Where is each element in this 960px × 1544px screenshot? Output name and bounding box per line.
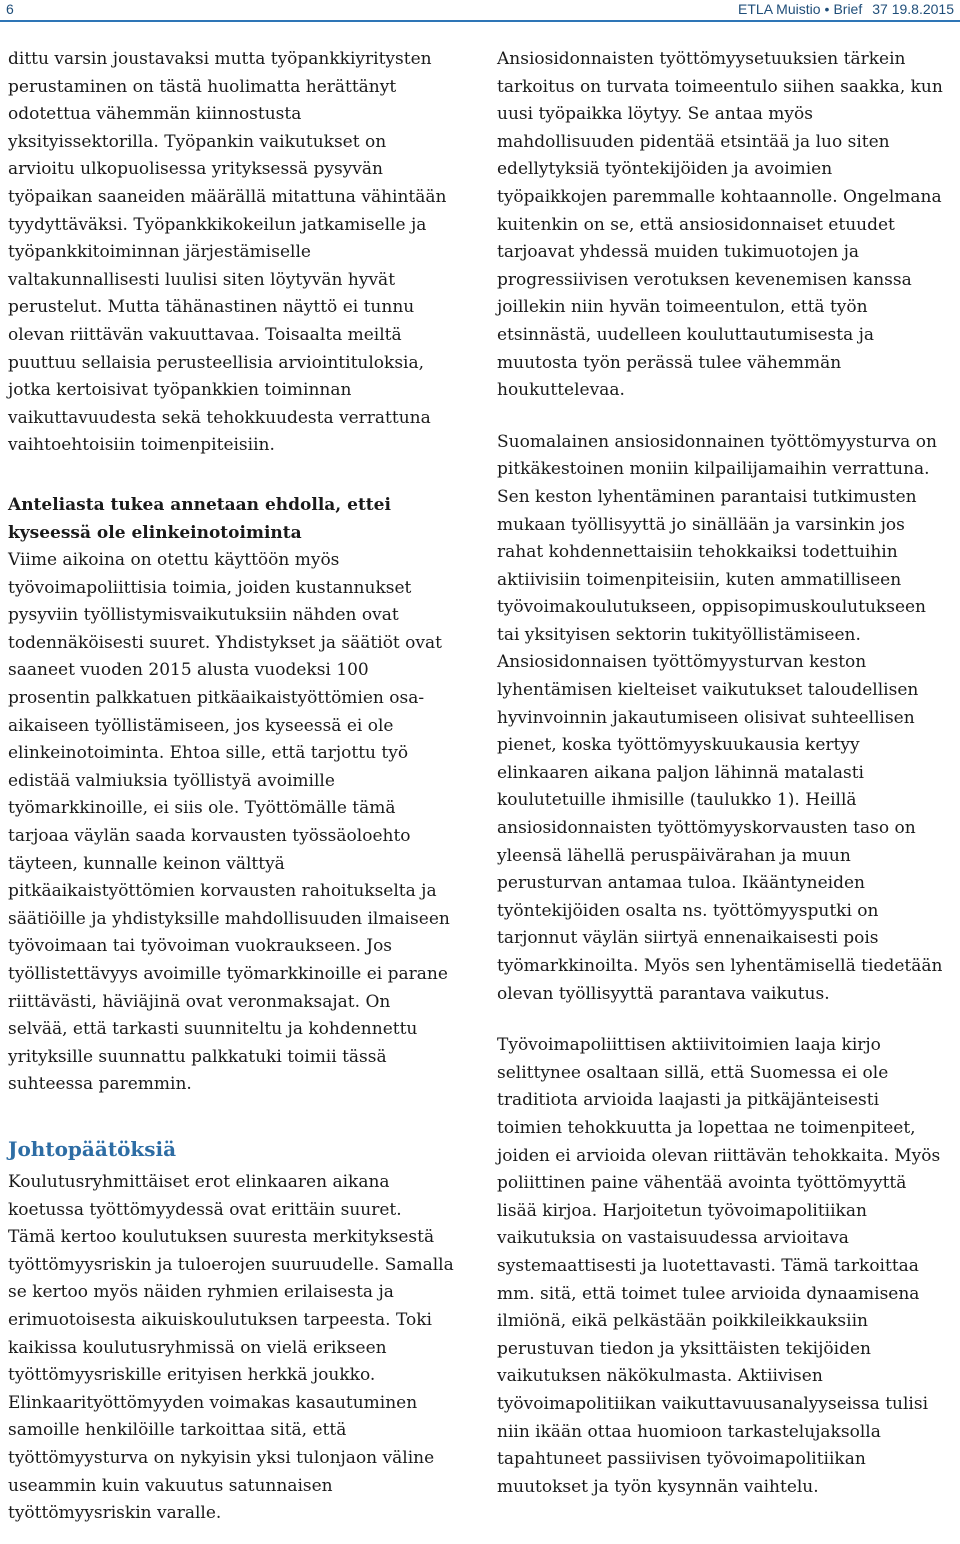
issue-number: 37 [872, 1, 888, 17]
series-name: Brief [833, 1, 863, 17]
page-header [0, 0, 960, 22]
conclusions-paragraph: Koulutusryhmittäiset erot elinkaaren aikana koetussa työttömyydessä ovat erittäin suuret. Tämä kertoo koulutuksen suuresta merkityksestä työttömyysriskin ja tuloerojen suuruudelle. Samalla se kertoo myös näiden ryhmien erilaisesta ja erimuotoisesta aikuiskoulutuksen tarpeesta. Toki kaikissa koulutusryhmissä on vielä erikseen työttömyysriskille erityisen herkkä joukko. Elinkaarityöttömyyden voimakas kasautuminen samoille henkilöille tarkoittaa sitä, että työttömyysturva on nykyisin yksi tulonjaon väline useammin kuin vakuutus satunnaisen työttömyysriskin varalle. [8, 1171, 454, 1524]
subheading-paragraph: Viime aikoina on otettu käyttöön myös työvoimapoliittisia toimia, joiden kustannukset pysyviin työllistymisvaikutuksiin nähden ovat todennäköisesti suuret. Yhdistykset ja säätiöt ovat saaneet vuoden 2015 alusta vuodeksi 100 prosentin palkkatuen pitkäaikaistyöttömien osa-aikaiseen työllistämiseen, jos kyseessä ei ole elinkeinotoiminta. Ehtoa sille, että tarjottu työ edistää valmiuksia työllistyä avoimille työmarkkinoille, ei siis ole. Työttömälle tämä tarjoaa väylän saada korvausten työssäoloehto täyteen, kunnalle keinon välttyä pitkäaikaistyöttömien korvausten rahoitukselta ja säätiöille ja yhdistyksille mahdollisuuden ilmaiseen työvoimaan tai työvoiman vuokraukseen. Jos työllistettävyys avoimille työmarkkinoille ei parane riittävästi, häviäjinä ovat veronmaksajat. On selvää, että tarkasti suunniteltu ja kohdennettu yrityksille suunnattu palkkatuki toimii tässä suhteessa paremmin. [8, 550, 450, 1095]
paragraph-active-measures: Työvoimapoliittisen aktiivitoimien laaja kirjo selittynee osaltaan sillä, että Suomessa ei ole traditiota arvioida laajasti ja pitkäjänteisesti toimien tehokkuutta ja lopettaa ne toimenpiteet, joiden ei arvioida olevan riittävän tehokkaita. Myös poliittinen paine vähentää avointa työttömyyttä lisää kirjoa. Harjoitetun työvoimapolitiikan vaikutuksia on vastaisuudessa arvioitava systemaattisesti ja luotettavasti. Tämä tarkoittaa mm. sitä, että toimet tulee arvioida dynaamisena ilmiönä, eikä pelkästään poikkileikkauksiin perustuvan tiedon ja yksittäisten tekijöiden vaikutuksen näkökulmasta. Aktiivisen työvoimapolitiikan vaikuttavuusanalyyseissa tulisi niin ikään ottaa huomioon tarkastelujaksolla tapahtuneet passiivisen työvoimapolitiikan muutokset ja työn kysynnän vaihtelu. [497, 1035, 941, 1497]
header-rule [0, 20, 960, 22]
paragraph-benefit-duration: Suomalainen ansiosidonnainen työttömyysturva on pitkäkestoinen moniin kilpailijamaihin verrattuna. Sen keston lyhentäminen parantaisi tutkimusten mukaan työllisyyttä jo sinällään ja varsinkin jos rahat kohdennettaisiin tehokkaiksi todettuihin aktiivisiin toimenpiteisiin, kuten ammatilliseen työvoimakoulutukseen, oppisopimuskoulutukseen tai yksityisen sektorin tukityöllistämiseen. Ansiosidonnaisen työttömyysturvan keston lyhentämisen kielteiset vaikutukset taloudellisen hyvinvoinnin jakautumiseen olisivat suhteellisen pienet, koska työttömyyskuukausia kertyy elinkaaren aikana paljon lähinnä matalasti koulutetuille ihmisille (taulukko 1). Heillä ansiosidonnaisten työttömyyskorvausten taso on yleensä lähellä peruspäivärahan ja muun perusturvan antamaa tuloa. Ikääntyneiden työntekijöiden osalta ns. työttömyysputki on tarjonnut väylän siirtyä ennenaikaisesti pois työmarkkinoilta. Myös sen lyhentämisellä tiedetään olevan työllisyyttä parantava vaikutus. [497, 431, 943, 1004]
intro-paragraph: dittu varsin joustavaksi mutta työpankkiyritysten perustaminen on tästä huolimatta herättänyt odotettua vähemmän kiinnostusta yksityissektorilla. Työpankin vaikutukset on arvioitu ulkopuolisessa yrityksessä pysyvän työpaikan saaneiden määrällä mitattuna vähintään tyydyttäväksi. Työpankkikokeilun jatkamiselle ja työpankkitoiminnan järjestämiselle valtakunnallisesti luulisi siten löytyvän hyvät perustelut. Mutta tähänastinen näyttö ei tunnu olevan riittävän vakuuttavaa. Toisaalta meiltä puuttuu sellaisia perusteellisia arviointituloksia, jotka kertoisivat työpankkien toiminnan vaikuttavuudesta sekä tehokkuudesta verrattuna vaihtoehtoisiin toimenpiteisiin. [8, 49, 447, 456]
subheading: Anteliasta tukea annetaan ehdolla, ettei kyseessä ole elinkeinotoiminta [8, 494, 391, 543]
right-column [497, 46, 943, 1501]
left-column [8, 46, 454, 1528]
paragraph-unemployment-benefits: Ansiosidonnaisten työttömyysetuuksien tärkein tarkoitus on turvata toimeentulo siihen saakka, kun uusi työpaikka löytyy. Se antaa myös mahdollisuuden pidentää etsintää ja luo siten edellytyksiä työntekijöiden ja avoimien työpaikkojen paremmalle kohtaannolle. Ongelmana kuitenkin on se, että ansiosidonnaiset etuudet tarjoavat yhdessä muiden tukimuotojen ja progressiivisen verotuksen kevenemisen kanssa joillekin niin hyvän toimeentulon, että työn etsinnästä, uudelleen kouluttautumisesta ja muutosta työn perässä tulee vähemmän houkuttelevaa. [497, 49, 943, 401]
header-meta [738, 1, 954, 17]
publication-name: ETLA Muistio [738, 1, 821, 17]
publication-date: 19.8.2015 [891, 1, 954, 17]
section-heading: Johtopäätöksiä [8, 1136, 177, 1161]
page-number: 6 [6, 1, 14, 17]
bullet-separator-icon: • [824, 1, 830, 17]
